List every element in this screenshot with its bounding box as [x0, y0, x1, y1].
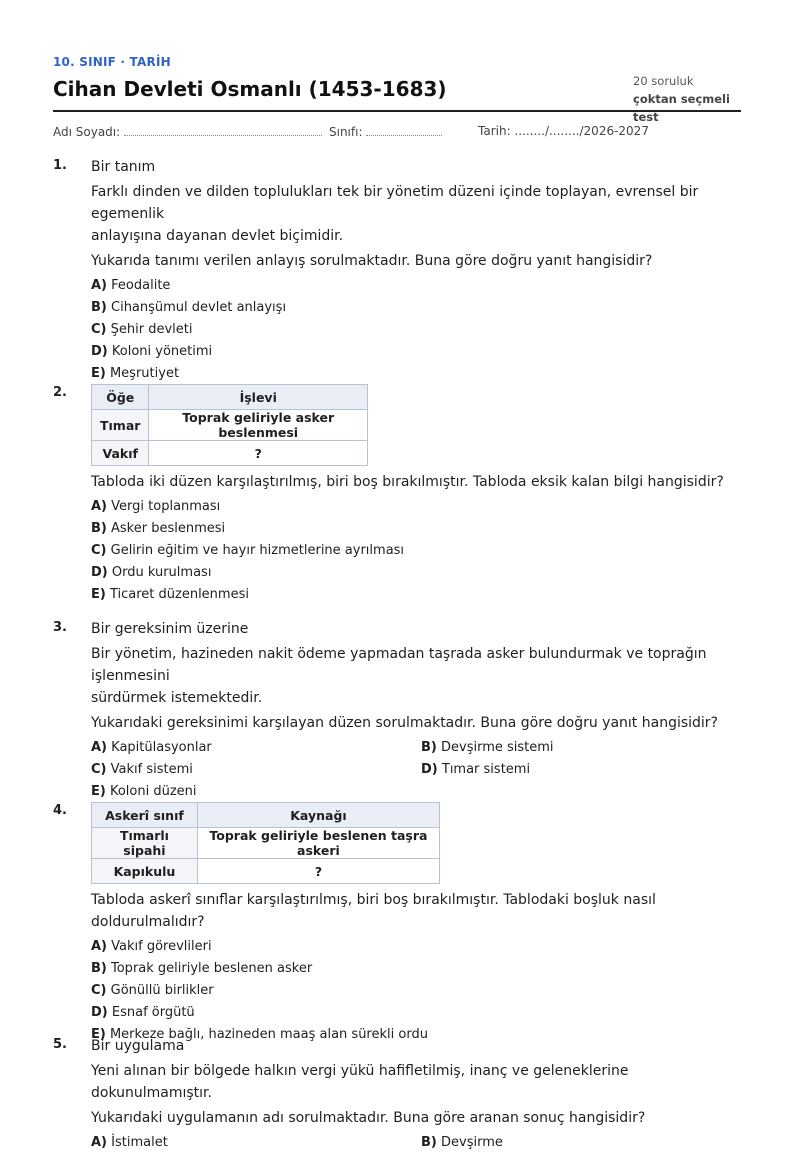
option-b[interactable]: B) Devşirme sistemi: [421, 740, 554, 755]
option-a[interactable]: A) Kapitülasyonlar: [91, 740, 212, 755]
table-row: [92, 410, 368, 441]
table-row: [92, 441, 368, 466]
option-b[interactable]: B) Asker beslenmesi: [91, 521, 226, 536]
option-a[interactable]: A) Vakıf görevlileri: [91, 939, 212, 954]
option-c[interactable]: C) Gelirin eğitim ve hayır hizmetlerine ayrılması: [91, 543, 405, 558]
option-a[interactable]: A) Feodalite: [91, 278, 171, 293]
option-c[interactable]: C) Vakıf sistemi: [91, 762, 193, 777]
table-cell: ?: [149, 441, 368, 466]
name-label: Adı Soyadı:: [53, 125, 121, 139]
option-b[interactable]: B) Cihanşümul devlet anlayışı: [91, 300, 287, 315]
table-cell: Toprak geliriyle beslenen taşra askeri: [197, 828, 439, 859]
table-header: Askerî sınıf: [92, 803, 198, 828]
table-cell: ?: [197, 859, 439, 884]
question-prompt: Tabloda iki düzen karşılaştırılmış, biri boş bırakılmıştır. Tabloda eksik kalan bilgi hangisidir?: [91, 474, 724, 490]
question-number: 3.: [53, 620, 67, 635]
test-meta: [633, 72, 741, 126]
table-header: Öğe: [92, 385, 149, 410]
date-field[interactable]: Tarih: ......../......../2026-2027: [478, 124, 649, 138]
page-title: Cihan Devleti Osmanlı (1453-1683): [53, 77, 447, 101]
question-text: Farklı dinden ve dilden toplulukları tek bir yönetim düzeni içinde toplayan, evrensel bir egemenlik: [91, 184, 699, 222]
option-d[interactable]: D) Ordu kurulması: [91, 565, 212, 580]
table-row: [92, 859, 440, 884]
option-a[interactable]: A) İstimalet: [91, 1135, 168, 1150]
name-field[interactable]: [53, 124, 322, 139]
option-c[interactable]: C) Şehir devleti: [91, 322, 193, 337]
class-field[interactable]: [329, 124, 442, 139]
question-lead: Bir tanım: [91, 159, 156, 175]
question-number: 5.: [53, 1037, 67, 1052]
option-c[interactable]: C) Gönüllü birlikler: [91, 983, 214, 998]
comparison-table: [91, 802, 440, 884]
option-a[interactable]: A) Vergi toplanması: [91, 499, 221, 514]
option-d[interactable]: D) Esnaf örgütü: [91, 1005, 195, 1020]
table-cell: Kapıkulu: [92, 859, 198, 884]
grade-subject-label: 10. SINIF · TARİH: [53, 55, 171, 69]
option-e[interactable]: E) Merkeze bağlı, hazineden maaş alan sürekli ordu: [91, 1027, 428, 1042]
question-text: Bir yönetim, hazineden nakit ödeme yapmadan taşrada asker bulundurmak ve toprağın işlenmesini: [91, 646, 707, 684]
question-prompt: Yukarıdaki uygulamanın adı sorulmaktadır. Buna göre aranan sonuç hangisidir?: [91, 1110, 646, 1126]
question-number: 2.: [53, 385, 67, 400]
question-prompt: Tabloda askerî sınıflar karşılaştırılmış, biri boş bırakılmıştır. Tablodaki boşluk nasıl doldurulmalıdır?: [91, 892, 656, 930]
question-text: sürdürmek istemektedir.: [91, 690, 263, 706]
option-e[interactable]: E) Koloni düzeni: [91, 784, 197, 799]
worksheet-page: [53, 0, 741, 1150]
option-b[interactable]: B) Toprak geliriyle beslenen asker: [91, 961, 313, 976]
name-blank: [124, 124, 322, 136]
question-text: anlayışına dayanan devlet biçimidir.: [91, 228, 344, 244]
question-count: 20 soruluk: [633, 74, 694, 88]
question-lead: Bir gereksinim üzerine: [91, 621, 249, 637]
table-header: İşlevi: [149, 385, 368, 410]
option-d[interactable]: D) Koloni yönetimi: [91, 344, 213, 359]
worksheet-header: [53, 0, 741, 124]
question-prompt: Yukarıda tanımı verilen anlayış sorulmaktadır. Buna göre doğru yanıt hangisidir?: [91, 253, 653, 269]
test-type: çoktan seçmeli test: [633, 92, 730, 124]
table-cell: Tımar: [92, 410, 149, 441]
table-header: Kaynağı: [197, 803, 439, 828]
table-cell: Vakıf: [92, 441, 149, 466]
class-label: Sınıfı:: [329, 125, 363, 139]
question-lead: Bir uygulama: [91, 1038, 185, 1054]
table-cell: Toprak geliriyle asker beslenmesi: [149, 410, 368, 441]
class-blank: [366, 124, 442, 136]
table-row: [92, 828, 440, 859]
question-text: Yeni alınan bir bölgede halkın vergi yükü hafifletilmiş, inanç ve geleneklerine dokunulmamıştır.: [91, 1063, 629, 1101]
option-d[interactable]: D) Tımar sistemi: [421, 762, 531, 777]
question-number: 1.: [53, 158, 67, 173]
comparison-table: [91, 384, 368, 466]
option-e[interactable]: E) Meşrutiyet: [91, 366, 180, 381]
option-e[interactable]: E) Ticaret düzenlenmesi: [91, 587, 249, 602]
question-prompt: Yukarıdaki gereksinimi karşılayan düzen sorulmaktadır. Buna göre doğru yanıt hangisidir?: [91, 715, 718, 731]
table-cell: Tımarlı sipahi: [92, 828, 198, 859]
option-b[interactable]: B) Devşirme: [421, 1135, 503, 1150]
question-number: 4.: [53, 803, 67, 818]
